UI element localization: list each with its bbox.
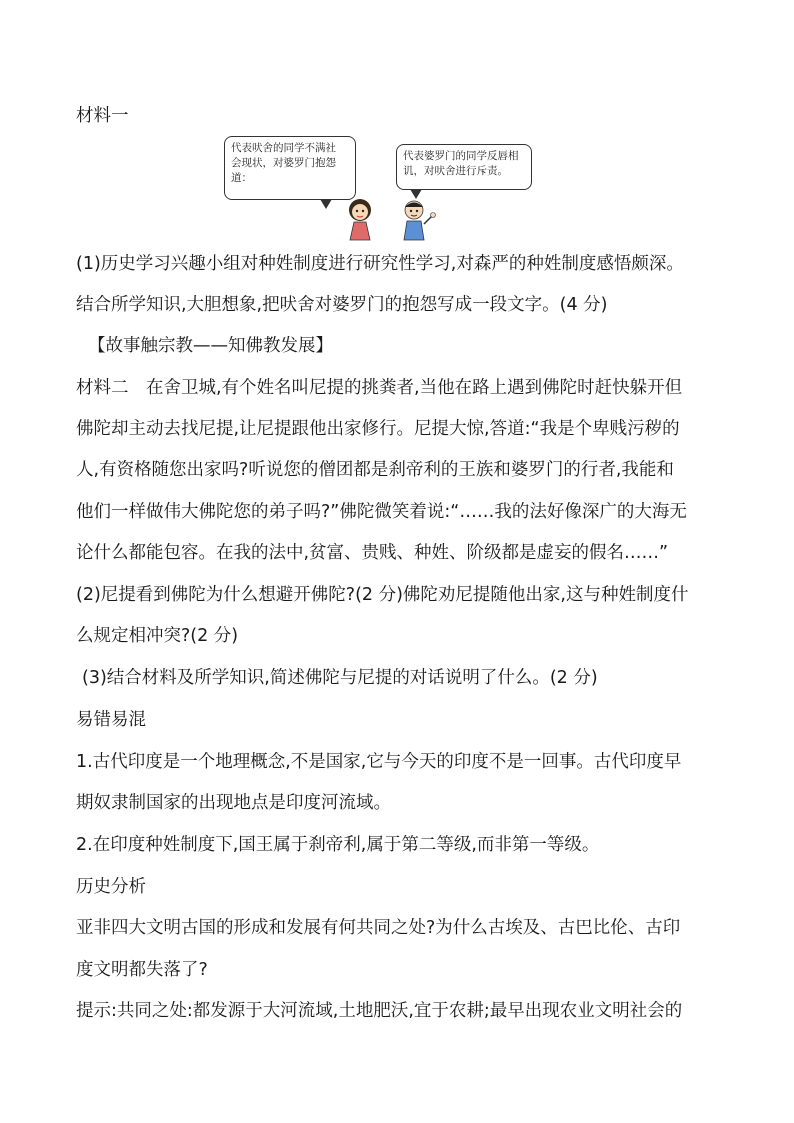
question-1-line-1: (1)历史学习兴趣小组对种姓制度进行研究性学习,对森严的种姓制度感悟颇深。 <box>76 254 684 274</box>
question-2-line-2: 么规定相冲突?(2 分) <box>76 626 239 646</box>
error-2: 2.在印度种姓制度下,国王属于刹帝利,属于第二等级,而非第一等级。 <box>76 835 600 855</box>
error-1-line-1: 1.古代印度是一个地理概念,不是国家,它与今天的印度不是一回事。古代印度早 <box>76 752 682 772</box>
bubble-tail-left <box>320 199 332 209</box>
errors-heading: 易错易混 <box>76 710 146 730</box>
analysis-heading: 历史分析 <box>76 877 146 897</box>
material2-line-2: 佛陀却主动去找尼提,让尼提跟他出家修行。尼提大惊,答道:“我是个卑贱污秽的 <box>76 419 680 439</box>
error-1-line-2: 期奴隶制国家的出现地点是印度河流域。 <box>76 793 391 813</box>
speech-bubble-brahmin: 代表婆罗门的同学反唇相 讥，对吠舍进行斥责。 <box>396 144 532 190</box>
analysis-question-line-1: 亚非四大文明古国的形成和发展有何共同之处?为什么古埃及、古巴比伦、古印 <box>76 918 681 938</box>
cartoon-illustration <box>220 136 520 241</box>
material2-line-4: 他们一样做伟大佛陀您的弟子吗?”佛陀微笑着说:“……我的法好像深广的大海无 <box>76 502 687 522</box>
material2-line-3: 人,有资格随您出家吗?听说您的僧团都是刹帝利的王族和婆罗门的行者,我能和 <box>76 460 674 480</box>
question-2-line-1: (2)尼提看到佛陀为什么想避开佛陀?(2 分)佛陀劝尼提随他出家,这与种姓制度什 <box>76 585 689 605</box>
speech-bubble-vaishya: 代表吠舍的同学不满社 会现状，对婆罗门抱怨 道： <box>224 136 356 200</box>
section-title: 【故事触宗教——知佛教发展】 <box>88 336 333 356</box>
question-1-line-2: 结合所学知识,大胆想象,把吠舍对婆罗门的抱怨写成一段文字。(4 分) <box>76 295 608 315</box>
material2-line-1: 材料二 在舍卫城,有个姓名叫尼提的挑粪者,当他在路上遇到佛陀时赶快躲开但 <box>76 378 683 398</box>
question-3: (3)结合材料及所学知识,简述佛陀与尼提的对话说明了什么。(2 分) <box>82 668 598 688</box>
material1-label: 材料一 <box>76 106 129 126</box>
material2-line-5: 论什么都能包容。在我的法中,贫富、贵贱、种姓、阶级都是虚妄的假名……” <box>76 543 669 563</box>
analysis-question-line-2: 度文明都失落了? <box>76 960 208 980</box>
hint-line: 提示:共同之处:都发源于大河流域,土地肥沃,宜于农耕;最早出现农业文明社会的 <box>76 1001 683 1021</box>
students-figures-icon <box>332 196 452 241</box>
